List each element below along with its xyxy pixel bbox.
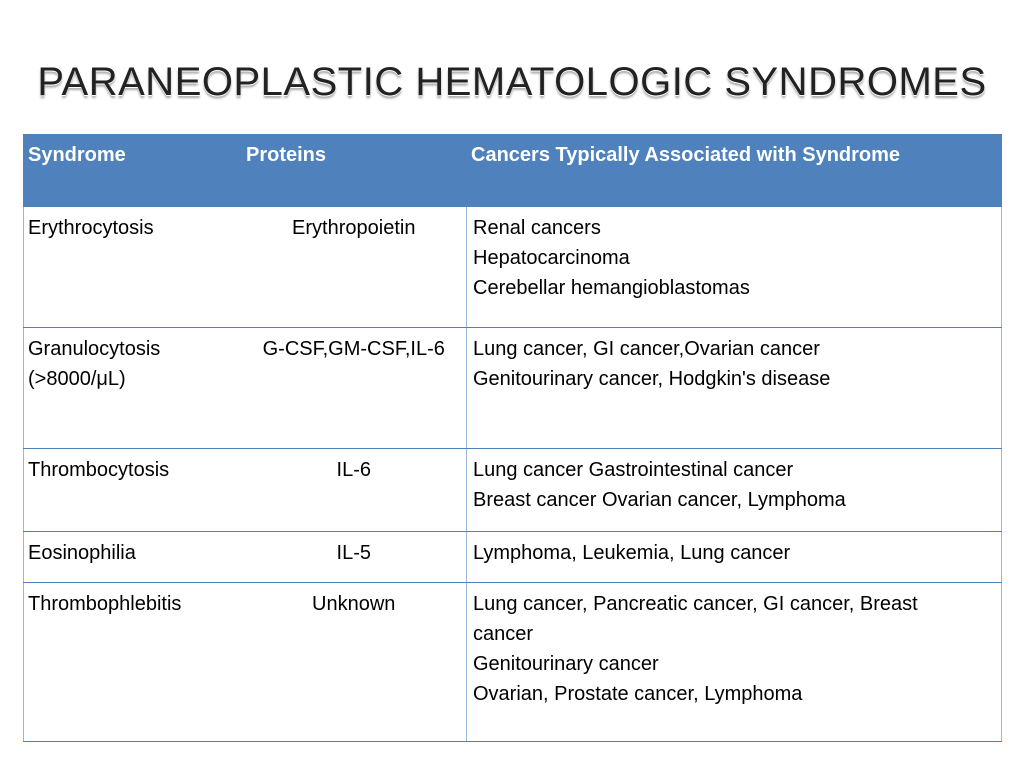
header-proteins: Proteins [242,134,467,207]
cancers-cell [467,449,1002,532]
header-cancers: Cancers Typically Associated with Syndrome [467,134,1002,207]
cancers-cell [467,207,1002,328]
cancers-cell [467,328,1002,449]
cancer-line: Breast cancer Ovarian cancer, Lymphoma [473,489,846,511]
cancers-cell [467,532,1002,583]
table-row-eosinophilia [24,532,1002,583]
syndrome-name: Eosinophilia [28,542,136,564]
syndrome-cell [24,532,242,583]
cancers-cell [467,583,1002,742]
syndrome-name: Erythrocytosis [28,217,154,239]
table-row-thrombophlebitis [24,583,1002,742]
syndrome-name: Thrombophlebitis [28,593,182,615]
syndrome-cell [24,328,242,449]
proteins-cell: Erythropoietin [242,207,467,328]
table-row-erythrocytosis [24,207,1002,328]
syndromes-table [23,134,1002,742]
syndrome-name: Granulocytosis [28,338,161,360]
header-syndrome: Syndrome [24,134,242,207]
slide-title: PARANEOPLASTIC HEMATOLOGIC SYNDROMES [37,60,987,104]
proteins-cell: IL-6 [242,449,467,532]
cancer-line: Ovarian, Prostate cancer, Lymphoma [473,683,803,705]
table-row-thrombocytosis [24,449,1002,532]
table-header-row [24,134,1002,207]
cancer-line: Lung cancer, Pancreatic cancer, GI cancer, Breast [473,593,918,615]
cancer-line: Renal cancers [473,217,601,239]
cancer-line: Hepatocarcinoma [473,247,630,269]
cancer-line: Cerebellar hemangioblastomas [473,277,750,299]
table-row-granulocytosis [24,328,1002,449]
cancer-line: Genitourinary cancer, Hodgkin's disease [473,368,831,390]
proteins-cell: Unknown [242,583,467,742]
cancer-line: cancer [473,623,534,645]
syndrome-cell [24,207,242,328]
cancer-line: Lung cancer, GI cancer,Ovarian cancer [473,338,820,360]
proteins-cell: G-CSF,GM-CSF,IL-6 [242,328,467,449]
cancer-line: Lymphoma, Leukemia, Lung cancer [473,542,791,564]
proteins-cell: IL-5 [242,532,467,583]
syndrome-note: (>8000/μL) [28,368,126,390]
syndrome-cell [24,449,242,532]
syndrome-cell [24,583,242,742]
cancer-line: Lung cancer Gastrointestinal cancer [473,459,794,481]
syndrome-name: Thrombocytosis [28,459,170,481]
cancer-line: Genitourinary cancer [473,653,659,675]
